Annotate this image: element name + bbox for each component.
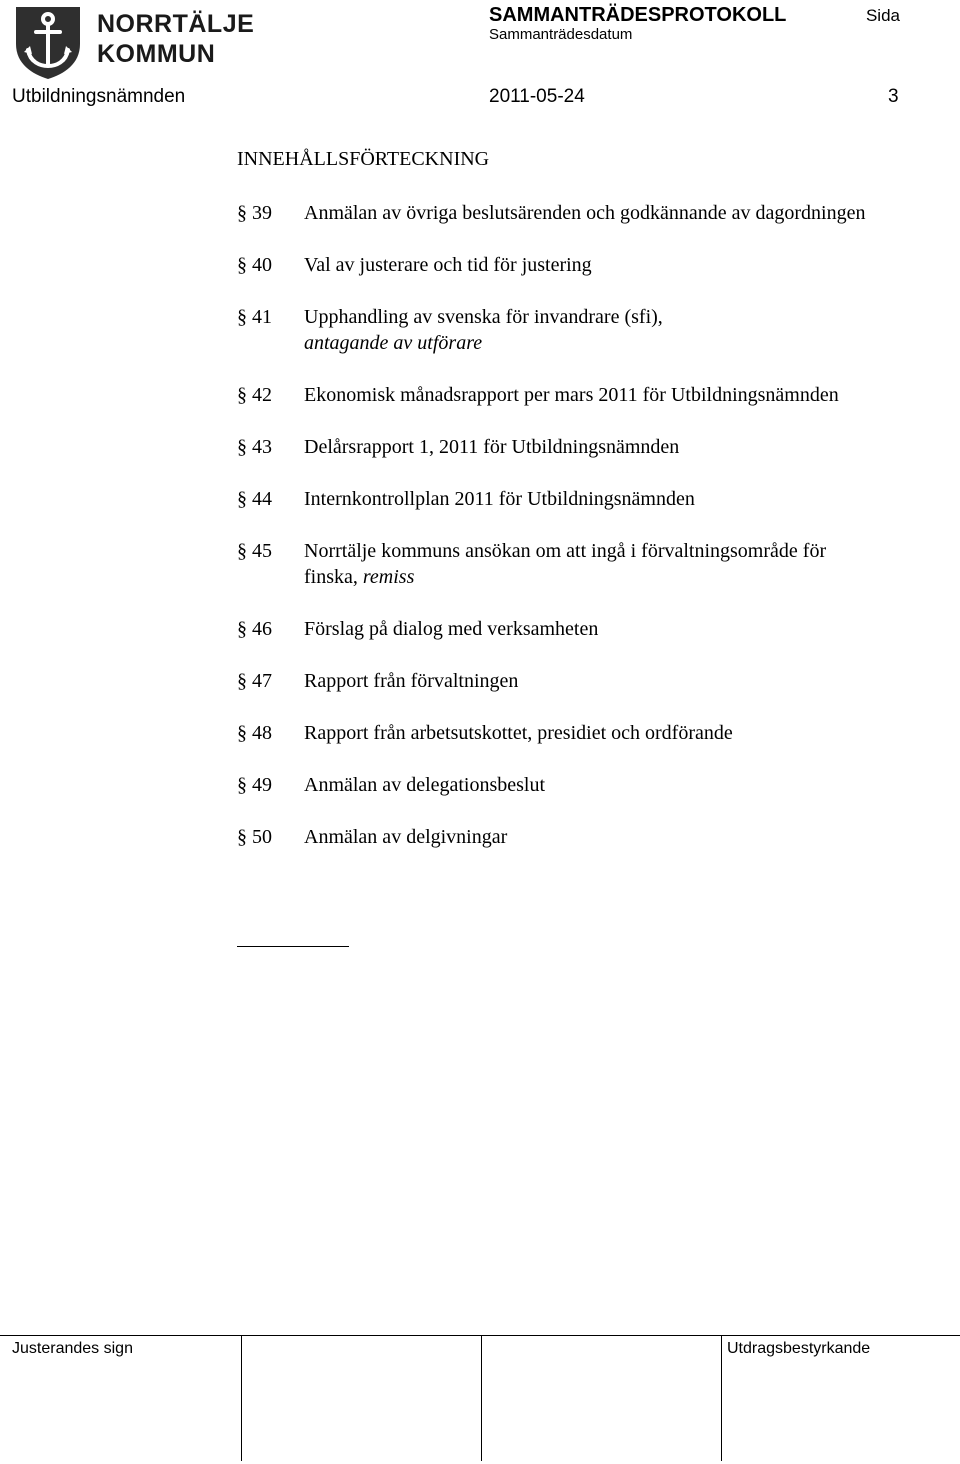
end-rule (237, 946, 349, 947)
section-symbol: § (237, 618, 247, 640)
logo-text-line1: NORRTÄLJE (97, 10, 255, 38)
toc-item (237, 824, 877, 850)
toc-item-number: 48 (252, 722, 272, 744)
section-symbol: § (237, 488, 247, 510)
toc-item-text: Rapport från förvaltningen (304, 670, 519, 692)
page-label: Sida (865, 6, 900, 25)
toc-item (237, 486, 877, 512)
toc-item (237, 616, 877, 642)
toc-item (237, 382, 877, 408)
signature-divider (721, 1336, 722, 1461)
municipality-logo (12, 4, 255, 80)
section-symbol: § (237, 540, 247, 562)
toc-item-text: Ekonomisk månadsrapport per mars 2011 för Utbildningsnämnden (304, 384, 839, 406)
toc-item-number: 46 (252, 618, 272, 640)
page-number: 3 (888, 86, 899, 107)
section-symbol: § (237, 384, 247, 406)
toc-item-text: Internkontrollplan 2011 för Utbildningsnämnden (304, 488, 695, 510)
toc-item-number: 39 (252, 202, 272, 224)
toc-item-number: 42 (252, 384, 272, 406)
section-symbol: § (237, 826, 247, 848)
toc-item-number: 50 (252, 826, 272, 848)
section-symbol: § (237, 254, 247, 276)
toc-list (237, 200, 877, 876)
toc-item (237, 304, 877, 356)
toc-heading: INNEHÅLLSFÖRTECKNING (237, 148, 490, 170)
section-symbol: § (237, 774, 247, 796)
section-symbol: § (237, 306, 247, 328)
toc-item (237, 668, 877, 694)
toc-item-text: Norrtälje kommuns ansökan om att ingå i förvaltningsområde för finska, remiss (304, 540, 827, 588)
toc-item-number: 49 (252, 774, 272, 796)
toc-item (237, 434, 877, 460)
toc-item (237, 772, 877, 798)
toc-item (237, 252, 877, 278)
toc-item-number: 40 (252, 254, 272, 276)
logo-text-line2: KOMMUN (97, 40, 216, 68)
signature-footer (0, 1335, 960, 1464)
toc-item-text: Rapport från arbetsutskottet, presidiet och ordförande (304, 722, 733, 744)
section-symbol: § (237, 202, 247, 224)
toc-item-text: Anmälan av delegationsbeslut (304, 774, 546, 796)
toc-item-text: Delårsrapport 1, 2011 för Utbildningsnämnden (304, 436, 680, 458)
utdragsbestyrkande-label: Utdragsbestyrkande (727, 1340, 871, 1357)
toc-item (237, 538, 877, 590)
meeting-date: 2011-05-24 (489, 86, 585, 107)
toc-item (237, 200, 877, 226)
section-symbol: § (237, 722, 247, 744)
toc-item-number: 41 (252, 306, 272, 328)
toc-item-number: 44 (252, 488, 272, 510)
toc-item-text: Upphandling av svenska för invandrare (sfi), antagande av utförare (304, 306, 663, 354)
toc-item-text: Val av justerare och tid för justering (304, 254, 592, 276)
section-symbol: § (237, 436, 247, 458)
coat-of-arms-icon (12, 4, 84, 80)
signature-divider (241, 1336, 242, 1461)
section-symbol: § (237, 670, 247, 692)
signature-divider (481, 1336, 482, 1461)
toc-item-number: 43 (252, 436, 272, 458)
toc-item-number: 45 (252, 540, 272, 562)
toc-item (237, 720, 877, 746)
justerandes-sign-label: Justerandes sign (12, 1340, 133, 1357)
toc-item-text: Förslag på dialog med verksamheten (304, 618, 599, 640)
document-title: SAMMANTRÄDESPROTOKOLL (489, 4, 787, 26)
toc-item-text: Anmälan av delgivningar (304, 826, 508, 848)
document-subtitle: Sammanträdesdatum (489, 26, 633, 43)
committee-name: Utbildningsnämnden (12, 86, 186, 107)
toc-item-number: 47 (252, 670, 272, 692)
toc-item-text: Anmälan av övriga beslutsärenden och godkännande av dagordningen (304, 202, 866, 224)
